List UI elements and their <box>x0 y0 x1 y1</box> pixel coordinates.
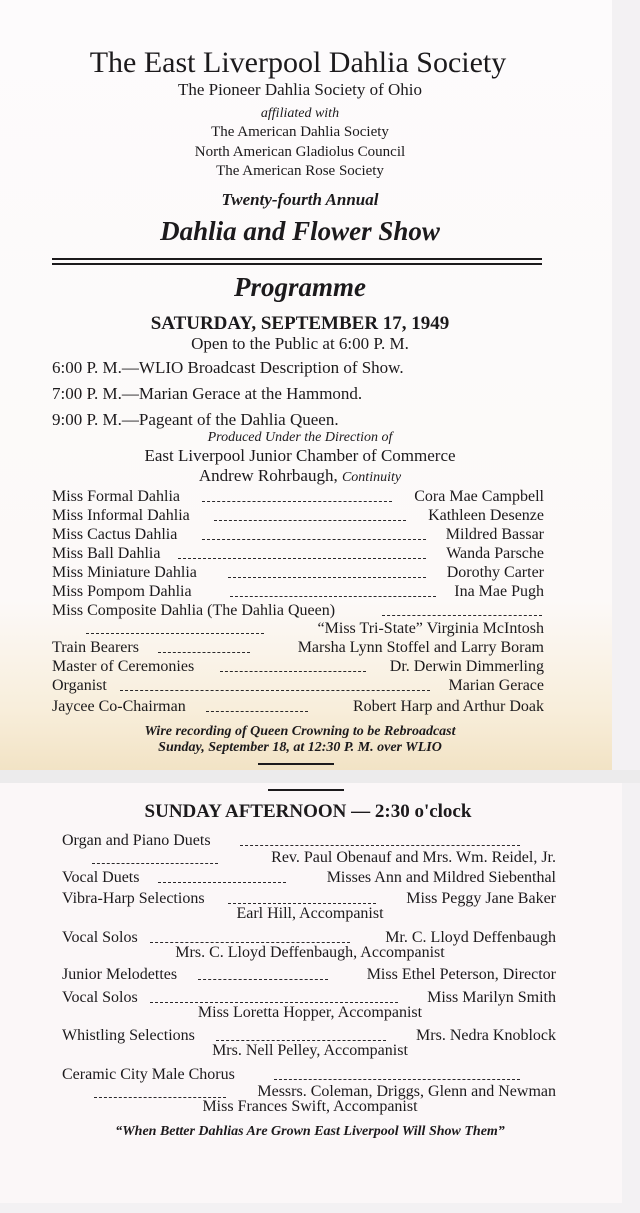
sunday-heading: SUNDAY AFTERNOON — 2:30 o'clock <box>144 801 472 822</box>
name-vibra-harp: Miss Peggy Jane Baker <box>406 890 556 907</box>
role-formal: Miss Formal Dahlia <box>52 488 180 505</box>
leader-dots <box>92 863 218 864</box>
leader-dots <box>214 520 406 521</box>
chamber-name: East Liverpool Junior Chamber of Commerce <box>144 446 456 465</box>
name-organ-piano: Rev. Paul Obenauf and Mrs. Wm. Reidel, Jr. <box>271 849 556 866</box>
leader-dots <box>206 711 308 712</box>
name-master-ceremonies: Dr. Derwin Dimmerling <box>389 658 544 675</box>
programme-date: SATURDAY, SEPTEMBER 17, 1949 <box>150 313 450 334</box>
role-ball: Miss Ball Dahlia <box>52 545 161 562</box>
accompanist-vibra-harp: Earl Hill, Accompanist <box>236 905 384 922</box>
name-cactus: Mildred Bassar <box>445 526 544 543</box>
society-subtitle: The Pioneer Dahlia Society of Ohio <box>177 80 423 99</box>
leader-dots <box>240 845 520 846</box>
name-miniature: Dorothy Carter <box>446 564 544 581</box>
role-informal: Miss Informal Dahlia <box>52 507 190 524</box>
leader-dots <box>120 690 430 691</box>
leader-dots <box>150 942 350 943</box>
leader-dots <box>228 577 426 578</box>
leader-dots <box>230 596 436 597</box>
role-vibra-harp: Vibra-Harp Selections <box>62 890 205 907</box>
role-junior-melodettes: Junior Melodettes <box>62 966 178 983</box>
annual-label: Twenty-fourth Annual <box>221 190 379 209</box>
role-organ-piano: Organ and Piano Duets <box>62 832 211 849</box>
continuity-name: Andrew Rohrbaugh, <box>198 466 338 485</box>
affiliation: North American Gladiolus Council <box>194 144 406 160</box>
affiliation: The American Dahlia Society <box>211 124 389 140</box>
produced-label: Produced Under the Direction of <box>207 430 393 445</box>
society-motto: “When Better Dahlias Are Grown East Liverpool Will Show Them” <box>115 1124 505 1139</box>
continuity-line <box>0 466 600 486</box>
role-train-bearers: Train Bearers <box>52 639 139 656</box>
show-title: Dahlia and Flower Show <box>160 216 440 246</box>
accompanist-vocal-solos: Mrs. C. Lloyd Deffenbaugh, Accompanist <box>175 944 445 961</box>
leader-dots <box>274 1079 520 1080</box>
affiliation: The American Rose Society <box>216 163 384 179</box>
schedule-item: 9:00 P. M.—Pageant of the Dahlia Queen. <box>52 410 339 429</box>
leader-dots <box>216 1040 386 1041</box>
accompanist-vocal-solos-2: Miss Loretta Hopper, Accompanist <box>197 1004 423 1021</box>
accompanist-whistling: Mrs. Nell Pelley, Accompanist <box>212 1042 408 1059</box>
name-whistling: Mrs. Nedra Knoblock <box>416 1027 556 1044</box>
sheet-gap <box>0 770 640 783</box>
divider <box>52 258 542 260</box>
queen-name: “Miss Tri-State” Virginia McIntosh <box>317 620 544 637</box>
role-organist: Organist <box>52 677 107 694</box>
leader-dots <box>150 1002 398 1003</box>
leader-dots <box>178 558 426 559</box>
leader-dots <box>86 633 264 634</box>
name-informal: Kathleen Desenze <box>428 507 544 524</box>
leader-dots <box>158 652 250 653</box>
role-male-chorus: Ceramic City Male Chorus <box>62 1066 235 1083</box>
programme-heading: Programme <box>234 272 366 302</box>
society-title: The East Liverpool Dahlia Society <box>89 46 507 79</box>
name-formal: Cora Mae Campbell <box>414 488 544 505</box>
name-ball: Wanda Parsche <box>446 545 544 562</box>
name-vocal-solos: Mr. C. Lloyd Deffenbaugh <box>385 929 556 946</box>
affiliated-label: affiliated with <box>260 106 340 121</box>
continuity-label: Continuity <box>341 470 402 485</box>
leader-dots <box>382 615 542 616</box>
role-pompom: Miss Pompom Dahlia <box>52 583 192 600</box>
leader-dots <box>158 882 286 883</box>
name-vocal-duets: Misses Ann and Mildred Siebenthal <box>326 869 556 886</box>
accompanist-male-chorus: Miss Frances Swift, Accompanist <box>202 1098 418 1115</box>
schedule-item: 6:00 P. M.—WLIO Broadcast Description of Show. <box>52 358 404 377</box>
role-vocal-solos: Vocal Solos <box>62 929 138 946</box>
divider <box>52 263 542 265</box>
opening-time: Open to the Public at 6:00 P. M. <box>191 334 409 353</box>
name-train-bearers: Marsha Lynn Stoffel and Larry Boram <box>297 639 544 656</box>
name-junior-melodettes: Miss Ethel Peterson, Director <box>366 966 556 983</box>
leader-dots <box>220 671 366 672</box>
schedule-item: 7:00 P. M.—Marian Gerace at the Hammond. <box>52 384 363 403</box>
role-miniature: Miss Miniature Dahlia <box>52 564 197 581</box>
programme-sheet-sunday <box>0 783 622 1203</box>
leader-dots <box>198 979 328 980</box>
name-male-chorus: Messrs. Coleman, Driggs, Glenn and Newman <box>257 1083 556 1100</box>
role-vocal-solos-2: Vocal Solos <box>62 989 138 1006</box>
role-vocal-duets: Vocal Duets <box>62 869 140 886</box>
name-jaycee: Robert Harp and Arthur Doak <box>352 698 544 715</box>
leader-dots <box>202 501 392 502</box>
short-rule <box>258 763 334 765</box>
role-jaycee: Jaycee Co-Chairman <box>52 698 186 715</box>
role-whistling: Whistling Selections <box>62 1027 195 1044</box>
leader-dots <box>202 539 426 540</box>
wire-note-line2: Sunday, September 18, at 12:30 P. M. over WLIO <box>158 740 442 755</box>
wire-note-line1: Wire recording of Queen Crowning to be Rebroadcast <box>144 724 456 739</box>
role-cactus: Miss Cactus Dahlia <box>52 526 178 543</box>
name-vocal-solos-2: Miss Marilyn Smith <box>427 989 556 1006</box>
name-organist: Marian Gerace <box>448 677 544 694</box>
leader-dots <box>228 903 376 904</box>
role-master-ceremonies: Master of Ceremonies <box>52 658 195 675</box>
short-rule <box>268 789 344 791</box>
role-queen: Miss Composite Dahlia (The Dahlia Queen) <box>52 602 336 619</box>
name-pompom: Ina Mae Pugh <box>454 583 544 600</box>
